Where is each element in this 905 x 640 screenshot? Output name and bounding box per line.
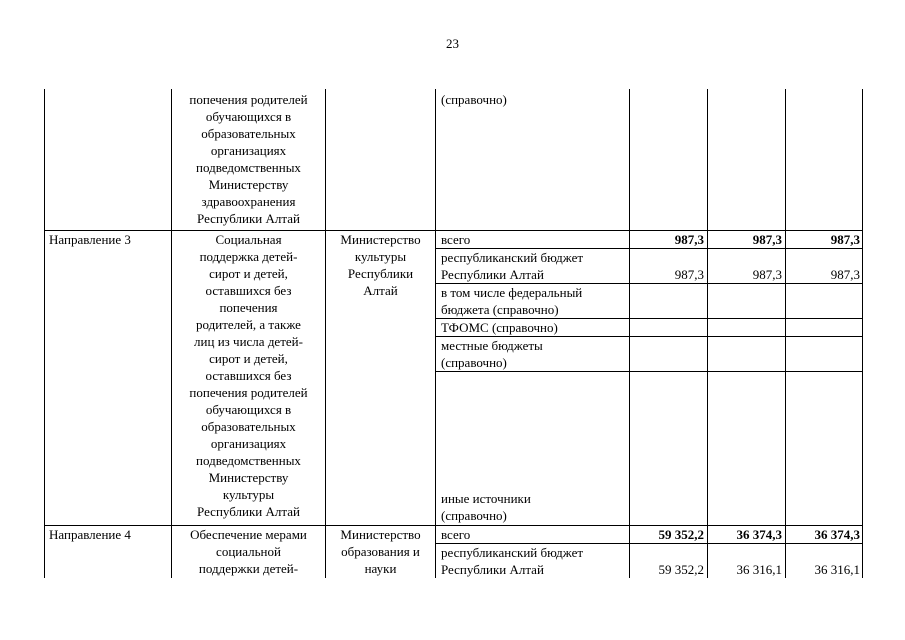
column-divider <box>707 89 708 578</box>
direction-name: Направление 3 <box>49 232 131 247</box>
value-year1: 987,3 <box>674 267 704 282</box>
column-divider <box>325 89 326 578</box>
direction-name: Направление 4 <box>49 527 131 542</box>
source-label: иные источники (справочно) <box>441 491 531 523</box>
executor-cell: Министерство культуры Республики Алтай <box>340 232 421 298</box>
value-year2: 36 374,3 <box>736 527 782 542</box>
source-label: в том числе федеральный бюджета (справочно) <box>441 285 583 317</box>
table-border-left <box>44 89 45 578</box>
goal-cell: Социальная поддержка детей- сирот и детей, оставшихся без попечения родителей, а также лиц из числа детей- сирот и детей, оставшихся без попечения родителей обучающихся в образовательных организациях подведомственных Министерству культуры Республики Алтай <box>189 232 308 519</box>
value-year3: 36 374,3 <box>814 527 860 542</box>
source-label: всего <box>441 232 471 247</box>
value-year1: 59 352,2 <box>658 527 704 542</box>
value-year1: 59 352,2 <box>658 562 704 577</box>
value-year3: 987,3 <box>830 267 860 282</box>
executor-cell: Министерство образования и науки <box>340 527 421 576</box>
column-divider <box>785 89 786 578</box>
source-label: ТФОМС (справочно) <box>441 320 558 335</box>
table-border-right <box>862 89 863 578</box>
source-label: (справочно) <box>441 92 507 107</box>
value-year3: 36 316,1 <box>814 562 860 577</box>
value-year2: 36 316,1 <box>736 562 782 577</box>
goal-cell: попечения родителей обучающихся в образовательных организациях подведомственных Министерству здравоохранения Республики Алтай <box>189 92 308 226</box>
value-year3: 987,3 <box>830 232 860 247</box>
column-divider <box>629 89 630 578</box>
value-year2: 987,3 <box>752 232 782 247</box>
source-label: всего <box>441 527 471 542</box>
page-number: 23 <box>446 36 459 51</box>
goal-cell: Обеспечение мерами социальной поддержки детей- <box>190 527 307 576</box>
value-year1: 987,3 <box>674 232 704 247</box>
source-label: республиканский бюджет Республики Алтай <box>441 250 584 282</box>
source-label: местные бюджеты (справочно) <box>441 338 543 370</box>
row-divider <box>435 371 863 372</box>
source-label: республиканский бюджет Республики Алтай <box>441 545 584 577</box>
column-divider <box>435 89 436 578</box>
value-year2: 987,3 <box>752 267 782 282</box>
